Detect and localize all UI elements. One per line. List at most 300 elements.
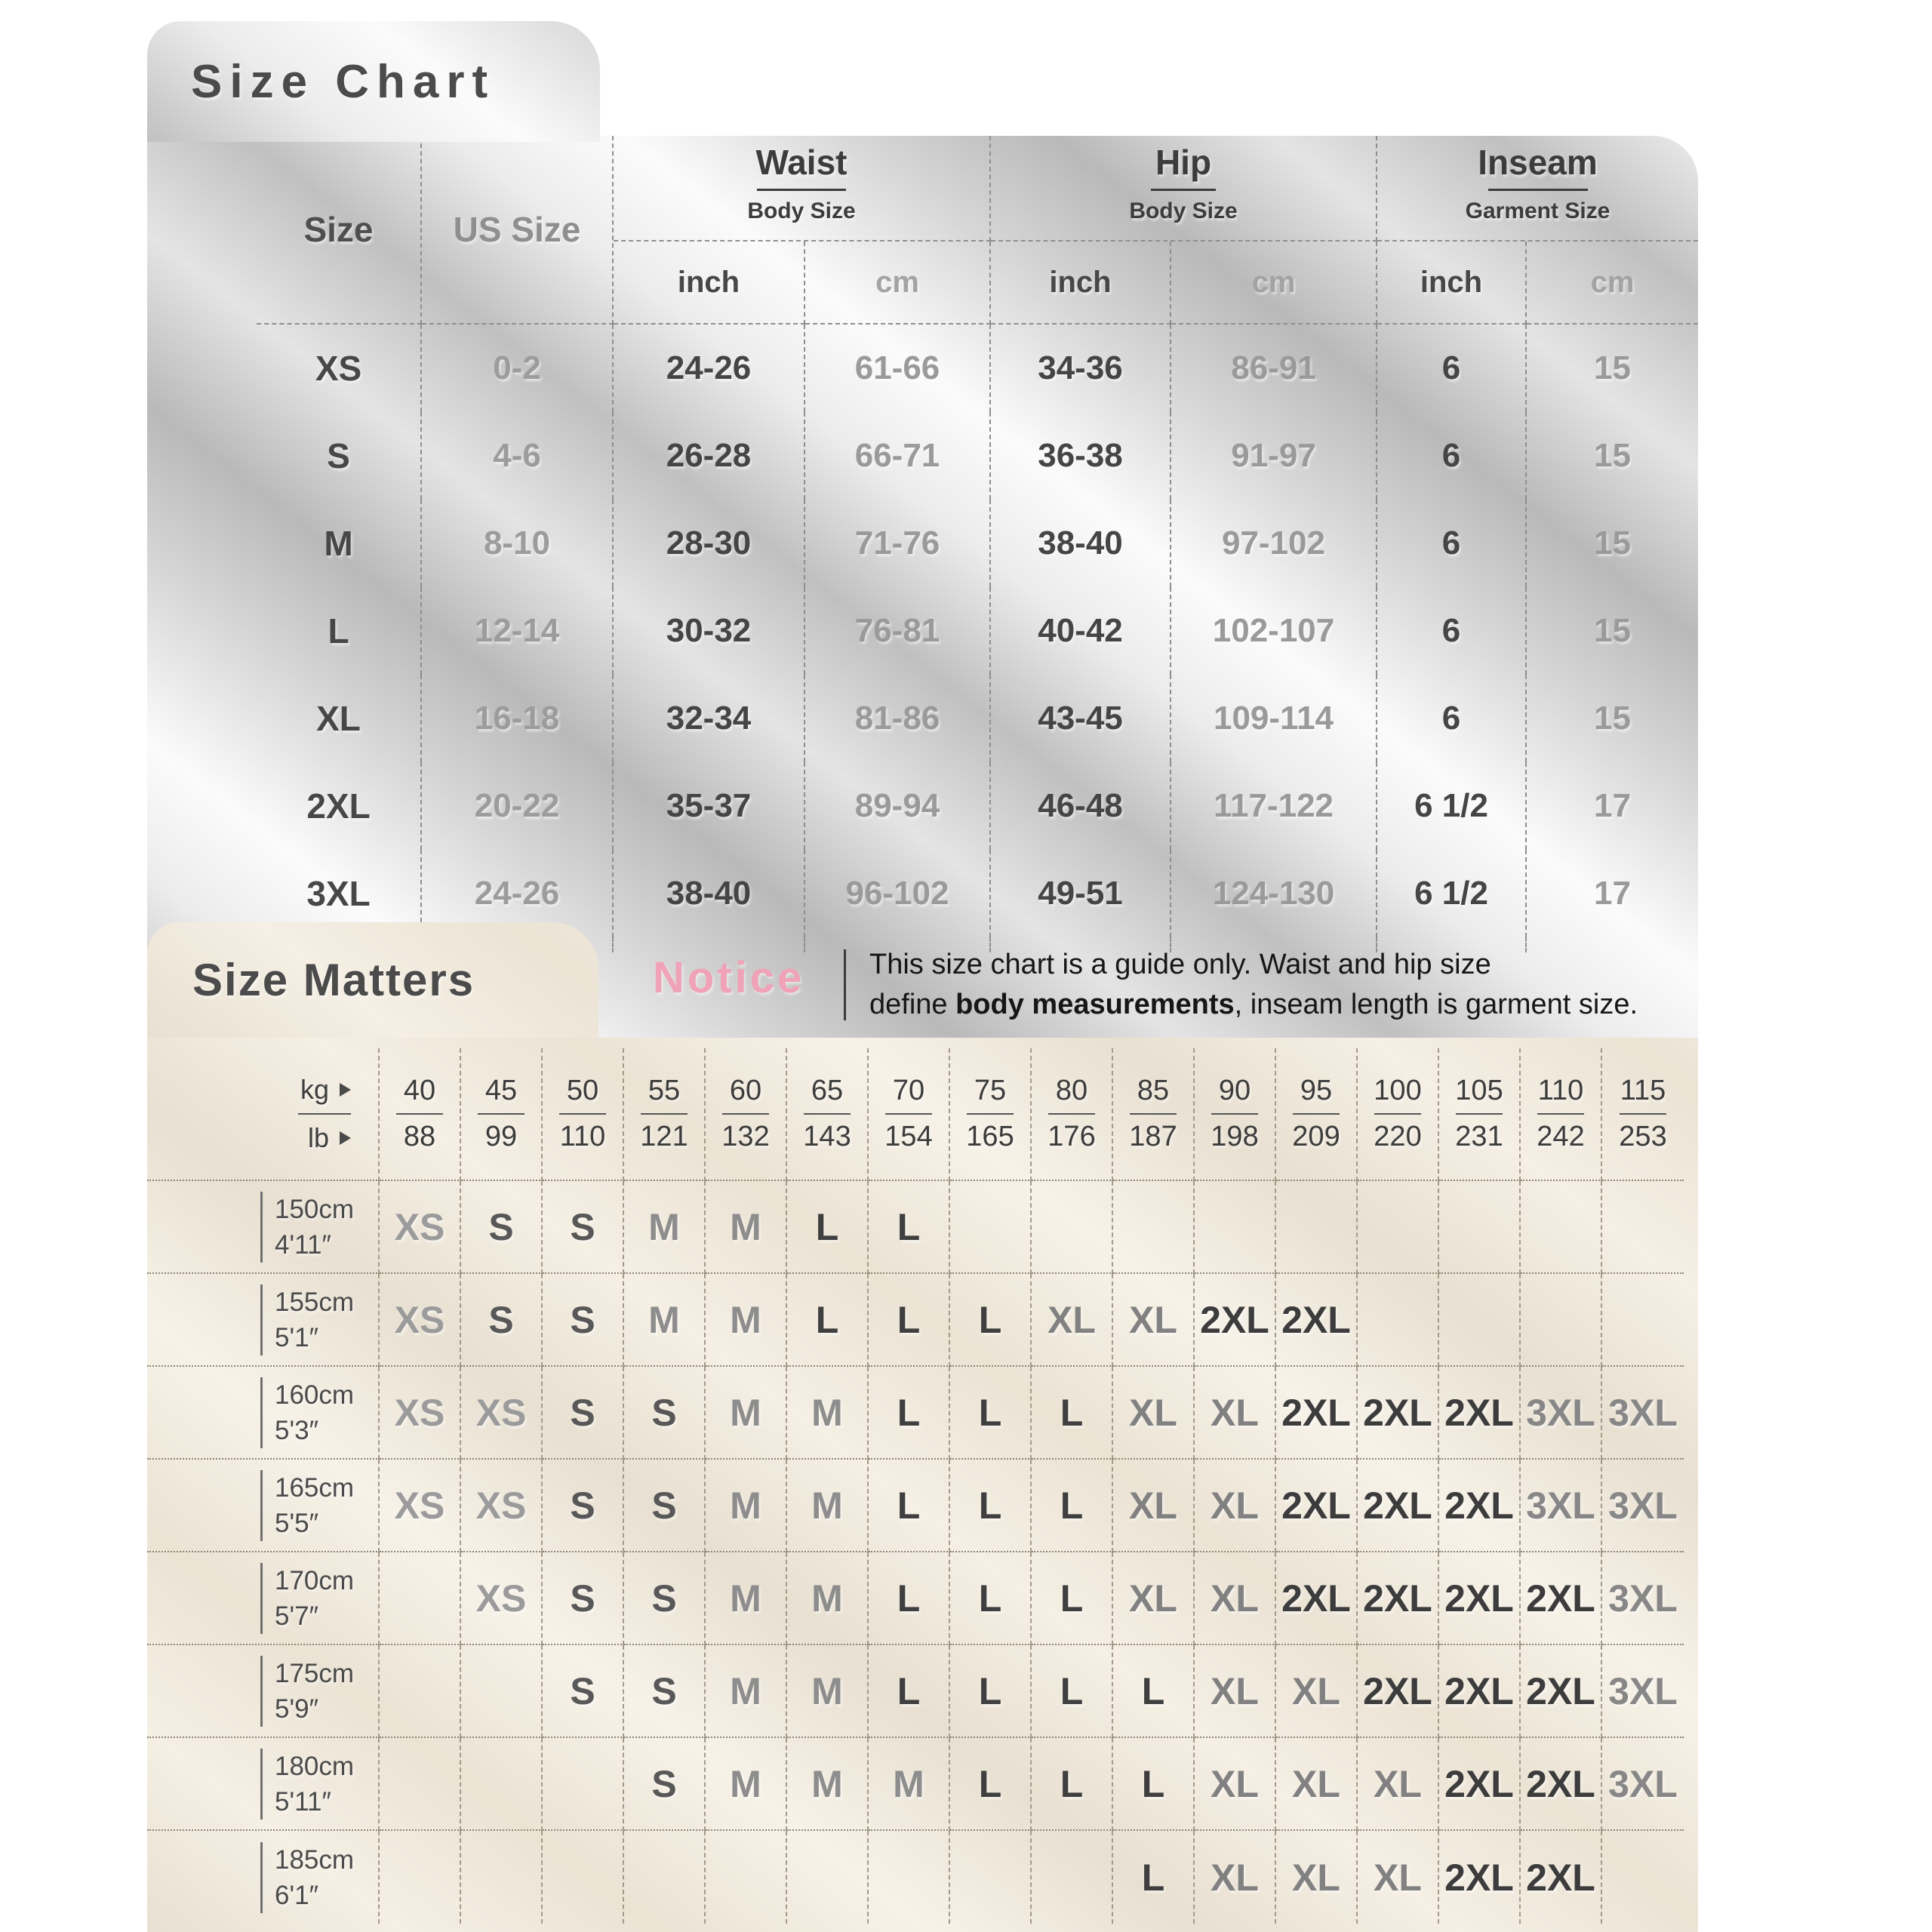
height-cm-value: 150cm — [275, 1194, 355, 1224]
weight-column-header — [706, 1048, 787, 1181]
recommended-size-cell: L — [1113, 1738, 1195, 1831]
height-ft-value: 4'11″ — [275, 1229, 331, 1260]
size-table-cell-inseam-inch: 6 1/2 — [1377, 762, 1527, 850]
recommended-size-cell: M — [787, 1645, 869, 1738]
size-table-cell-hip-inch: 40-42 — [991, 587, 1171, 675]
recommended-size-cell: 2XL — [1276, 1552, 1358, 1645]
weight-divider-line — [1456, 1113, 1503, 1115]
weight-lb-value: 165 — [966, 1121, 1014, 1152]
recommended-size-cell: M — [787, 1552, 869, 1645]
weight-divider-line — [1537, 1113, 1584, 1115]
notice-line2-prefix: define — [869, 989, 956, 1020]
size-table-cell-inseam-cm: 15 — [1594, 525, 1631, 561]
size-table-cell-waist-inch: 38-40 — [614, 850, 805, 937]
recommended-size-cell — [950, 1831, 1032, 1924]
weight-kg-value: 90 — [1218, 1075, 1251, 1106]
recommended-size-cell: XS — [380, 1367, 461, 1460]
recommended-size-cell: 3XL — [1602, 1738, 1684, 1831]
kg-lb-divider — [298, 1113, 351, 1115]
hip-unit-inch: inch — [991, 242, 1171, 325]
size-table-cell-inseam-cm: 15 — [1594, 700, 1631, 737]
size-table-cell-waist-inch: 24-26 — [614, 325, 805, 412]
waist-underline — [757, 189, 846, 191]
recommended-size-cell: 2XL — [1276, 1367, 1358, 1460]
size-chart-panel — [147, 136, 1698, 1038]
recommended-size-cell: XL — [1113, 1460, 1195, 1552]
weight-lb-value: 143 — [803, 1121, 851, 1152]
recommended-size-cell: S — [624, 1645, 706, 1738]
recommended-size-cell: L — [1113, 1645, 1195, 1738]
recommended-size-cell: XL — [1276, 1831, 1358, 1924]
size-table-cell-size: M — [257, 500, 422, 587]
size-matters-panel — [147, 1038, 1698, 1932]
weight-divider-line — [396, 1113, 443, 1115]
height-ft-value: 5'1″ — [275, 1322, 319, 1352]
weight-column-header — [787, 1048, 869, 1181]
size-table-filler-cell — [614, 937, 805, 952]
weight-height-matrix — [147, 1048, 1684, 1924]
recommended-size-cell — [461, 1831, 543, 1924]
column-header-us-size: US Size — [422, 136, 614, 325]
height-label-text — [260, 1284, 354, 1355]
weight-divider-line — [478, 1113, 525, 1115]
weight-kg-value: 60 — [729, 1075, 762, 1106]
size-table-cell-us-size: 24-26 — [422, 850, 614, 937]
size-table-cell-hip-inch: 34-36 — [991, 325, 1171, 412]
recommended-size-cell: XL — [1032, 1274, 1113, 1367]
recommended-size-cell: XL — [1195, 1738, 1276, 1831]
recommended-size-cell — [543, 1738, 624, 1831]
recommended-size-cell — [1276, 1181, 1358, 1274]
recommended-size-cell: XL — [1276, 1645, 1358, 1738]
recommended-size-cell: S — [543, 1274, 624, 1367]
size-table-cell-inseam-inch: 6 — [1377, 325, 1527, 412]
size-table-cell-hip-cm: 124-130 — [1171, 850, 1377, 937]
recommended-size-cell — [1358, 1181, 1439, 1274]
recommended-size-cell: 2XL — [1439, 1552, 1521, 1645]
weight-divider-line — [641, 1113, 688, 1115]
weight-column-header — [1113, 1048, 1195, 1181]
size-table-cell-us-size: 16-18 — [422, 675, 614, 762]
recommended-size-cell: 2XL — [1358, 1460, 1439, 1552]
weight-kg-value: 70 — [892, 1075, 925, 1106]
weight-lb-value: 187 — [1129, 1121, 1177, 1152]
recommended-size-cell: M — [624, 1274, 706, 1367]
recommended-size-cell: L — [869, 1181, 950, 1274]
height-cm-value: 165cm — [275, 1472, 355, 1503]
height-label-text — [260, 1377, 354, 1448]
weight-divider-line — [559, 1113, 606, 1115]
recommended-size-cell: L — [950, 1274, 1032, 1367]
size-table-cell-us-size: 12-14 — [422, 587, 614, 675]
weight-kg-value: 110 — [1537, 1075, 1584, 1106]
height-cm-value: 155cm — [275, 1287, 355, 1317]
recommended-size-cell: S — [624, 1460, 706, 1552]
recommended-size-cell: S — [624, 1367, 706, 1460]
size-table-cell-size: S — [257, 412, 422, 500]
height-ft-value: 5'5″ — [275, 1508, 319, 1538]
size-table-cell-waist-inch: 26-28 — [614, 412, 805, 500]
recommended-size-cell — [543, 1831, 624, 1924]
height-label-text — [260, 1192, 354, 1263]
column-group-waist — [614, 136, 991, 242]
kg-label: kg — [300, 1074, 329, 1105]
waist-group-subtitle: Body Size — [747, 198, 856, 223]
lb-arrow-icon — [340, 1131, 351, 1145]
weight-lb-value: 253 — [1619, 1121, 1667, 1152]
hip-group-title: Hip — [1155, 143, 1212, 182]
weight-column-header — [624, 1048, 706, 1181]
weight-divider-line — [1048, 1113, 1095, 1115]
recommended-size-cell: S — [624, 1738, 706, 1831]
height-cm-value: 180cm — [275, 1751, 355, 1781]
size-table-cell-hip-cm: 117-122 — [1171, 762, 1377, 850]
recommended-size-cell: XL — [1358, 1738, 1439, 1831]
recommended-size-cell — [461, 1738, 543, 1831]
recommended-size-cell: L — [869, 1367, 950, 1460]
weight-column-header — [380, 1048, 461, 1181]
weight-kg-value: 115 — [1620, 1075, 1666, 1106]
recommended-size-cell: S — [461, 1181, 543, 1274]
recommended-size-cell: M — [787, 1367, 869, 1460]
size-table-cell-inseam-cm: 17 — [1594, 875, 1631, 912]
weight-column-header — [1276, 1048, 1358, 1181]
size-table-cell-hip-inch: 49-51 — [991, 850, 1171, 937]
size-chart-table — [257, 136, 1698, 952]
recommended-size-cell: L — [950, 1460, 1032, 1552]
recommended-size-cell: XS — [461, 1552, 543, 1645]
weight-divider-line — [722, 1113, 769, 1115]
size-table-cell-hip-cm: 109-114 — [1171, 675, 1377, 762]
recommended-size-cell: M — [869, 1738, 950, 1831]
recommended-size-cell: XL — [1276, 1738, 1358, 1831]
recommended-size-cell: XL — [1195, 1460, 1276, 1552]
recommended-size-cell: S — [624, 1552, 706, 1645]
recommended-size-cell — [624, 1831, 706, 1924]
recommended-size-cell: L — [787, 1181, 869, 1274]
weight-kg-value: 65 — [811, 1075, 844, 1106]
recommended-size-cell — [1439, 1274, 1521, 1367]
weight-lb-value: 99 — [485, 1121, 518, 1152]
weight-kg-value: 75 — [974, 1075, 1007, 1106]
recommended-size-cell: 3XL — [1521, 1367, 1602, 1460]
recommended-size-cell: 2XL — [1195, 1274, 1276, 1367]
size-table-cell-hip-inch: 43-45 — [991, 675, 1171, 762]
height-cm-value: 160cm — [275, 1380, 355, 1410]
recommended-size-cell: L — [950, 1645, 1032, 1738]
size-table-cell-inseam-cm: 15 — [1594, 349, 1631, 386]
size-table-cell-size: L — [257, 587, 422, 675]
size-table-cell-inseam-cm: 15 — [1594, 437, 1631, 474]
height-row-label — [147, 1181, 380, 1274]
size-table-cell-waist-cm: 71-76 — [805, 500, 991, 587]
recommended-size-cell: S — [543, 1367, 624, 1460]
size-table-cell-waist-cm: 96-102 — [805, 850, 991, 937]
notice-divider — [844, 949, 846, 1020]
recommended-size-cell: L — [950, 1552, 1032, 1645]
height-row-label — [147, 1552, 380, 1645]
recommended-size-cell: S — [543, 1460, 624, 1552]
weight-kg-value: 45 — [485, 1075, 518, 1106]
recommended-size-cell: L — [1113, 1831, 1195, 1924]
height-row-label — [147, 1274, 380, 1367]
recommended-size-cell — [706, 1831, 787, 1924]
weight-column-header — [1032, 1048, 1113, 1181]
recommended-size-cell: XS — [380, 1460, 461, 1552]
notice-text — [869, 945, 1638, 1025]
recommended-size-cell: 2XL — [1439, 1367, 1521, 1460]
weight-lb-value: 88 — [403, 1121, 436, 1152]
height-cm-value: 175cm — [275, 1658, 355, 1688]
recommended-size-cell: XL — [1358, 1831, 1439, 1924]
size-table-cell-waist-cm: 76-81 — [805, 587, 991, 675]
size-table-cell-size: 3XL — [257, 850, 422, 937]
size-table-cell-us-size: 8-10 — [422, 500, 614, 587]
weight-divider-line — [1211, 1113, 1258, 1115]
recommended-size-cell: 2XL — [1521, 1552, 1602, 1645]
recommended-size-cell — [380, 1831, 461, 1924]
height-ft-value: 5'9″ — [275, 1694, 319, 1724]
recommended-size-cell: L — [1032, 1645, 1113, 1738]
size-table-cell-hip-cm: 91-97 — [1171, 412, 1377, 500]
recommended-size-cell: XL — [1195, 1552, 1276, 1645]
height-label-text — [260, 1563, 354, 1634]
recommended-size-cell — [1032, 1831, 1113, 1924]
height-cm-value: 185cm — [275, 1844, 355, 1875]
weight-column-header — [1521, 1048, 1602, 1181]
recommended-size-cell — [1602, 1274, 1684, 1367]
recommended-size-cell: XS — [380, 1181, 461, 1274]
kg-arrow-icon — [340, 1083, 351, 1097]
size-chart-tab — [147, 21, 600, 142]
size-table-cell-inseam-inch: 6 — [1377, 675, 1527, 762]
recommended-size-cell: L — [1032, 1738, 1113, 1831]
recommended-size-cell — [1521, 1274, 1602, 1367]
weight-column-header — [543, 1048, 624, 1181]
weight-lb-value: 220 — [1374, 1121, 1422, 1152]
size-table-cell-hip-cm: 97-102 — [1171, 500, 1377, 587]
recommended-size-cell: 2XL — [1276, 1274, 1358, 1367]
size-table-cell-hip-inch: 38-40 — [991, 500, 1171, 587]
recommended-size-cell: 3XL — [1602, 1645, 1684, 1738]
size-chart-tab-title: Size Chart — [191, 55, 496, 108]
recommended-size-cell: 2XL — [1439, 1831, 1521, 1924]
height-ft-value: 6'1″ — [275, 1880, 319, 1910]
recommended-size-cell: 2XL — [1358, 1552, 1439, 1645]
recommended-size-cell: XL — [1113, 1274, 1195, 1367]
notice-line1: This size chart is a guide only. Waist and hip size — [869, 949, 1491, 980]
recommended-size-cell: M — [706, 1645, 787, 1738]
recommended-size-cell: 2XL — [1521, 1645, 1602, 1738]
recommended-size-cell: XS — [461, 1460, 543, 1552]
size-table-cell-inseam-inch: 6 1/2 — [1377, 850, 1527, 937]
recommended-size-cell: M — [706, 1460, 787, 1552]
weight-divider-line — [967, 1113, 1014, 1115]
recommended-size-cell: XL — [1113, 1552, 1195, 1645]
size-table-cell-waist-cm: 66-71 — [805, 412, 991, 500]
recommended-size-cell: L — [869, 1274, 950, 1367]
weight-column-header — [1439, 1048, 1521, 1181]
recommended-size-cell: 3XL — [1602, 1460, 1684, 1552]
recommended-size-cell: L — [1032, 1460, 1113, 1552]
weight-kg-value: 55 — [648, 1075, 681, 1106]
weight-column-header — [869, 1048, 950, 1181]
recommended-size-cell: XL — [1195, 1831, 1276, 1924]
recommended-size-cell: M — [706, 1738, 787, 1831]
recommended-size-cell — [1032, 1181, 1113, 1274]
recommended-size-cell — [950, 1181, 1032, 1274]
recommended-size-cell: M — [787, 1460, 869, 1552]
recommended-size-cell — [380, 1552, 461, 1645]
recommended-size-cell — [1358, 1274, 1439, 1367]
recommended-size-cell — [869, 1831, 950, 1924]
height-label-text — [260, 1470, 354, 1541]
height-ft-value: 5'3″ — [275, 1415, 319, 1445]
weight-column-header — [1358, 1048, 1439, 1181]
recommended-size-cell: S — [461, 1274, 543, 1367]
height-row-label — [147, 1738, 380, 1831]
weight-kg-value: 50 — [566, 1075, 599, 1106]
recommended-size-cell: S — [543, 1552, 624, 1645]
notice-line2-bold: body measurements — [955, 989, 1235, 1020]
recommended-size-cell: S — [543, 1181, 624, 1274]
size-table-cell-size: 2XL — [257, 762, 422, 850]
column-group-hip — [991, 136, 1377, 242]
size-table-cell-us-size: 0-2 — [422, 325, 614, 412]
hip-underline — [1151, 189, 1216, 191]
height-row-label — [147, 1367, 380, 1460]
weight-column-header — [1602, 1048, 1684, 1181]
recommended-size-cell: L — [950, 1367, 1032, 1460]
inseam-unit-inch: inch — [1377, 242, 1527, 325]
height-cm-value: 170cm — [275, 1565, 355, 1595]
recommended-size-cell: L — [787, 1274, 869, 1367]
recommended-size-cell: 2XL — [1521, 1738, 1602, 1831]
recommended-size-cell: XL — [1195, 1645, 1276, 1738]
size-matters-tab — [147, 922, 598, 1038]
recommended-size-cell: 2XL — [1439, 1738, 1521, 1831]
height-label-text — [260, 1842, 354, 1913]
weight-lb-value: 176 — [1048, 1121, 1096, 1152]
inseam-group-title: Inseam — [1478, 143, 1598, 182]
weight-lb-value: 198 — [1211, 1121, 1259, 1152]
size-table-cell-waist-inch: 35-37 — [614, 762, 805, 850]
weight-kg-value: 85 — [1137, 1075, 1170, 1106]
recommended-size-cell: L — [869, 1460, 950, 1552]
recommended-size-cell: XS — [461, 1367, 543, 1460]
size-table-cell-waist-inch: 28-30 — [614, 500, 805, 587]
recommended-size-cell — [1602, 1181, 1684, 1274]
recommended-size-cell: 2XL — [1521, 1831, 1602, 1924]
height-row-label — [147, 1460, 380, 1552]
weight-column-header — [950, 1048, 1032, 1181]
size-table-cell-hip-cm: 86-91 — [1171, 325, 1377, 412]
size-table-cell-waist-cm: 89-94 — [805, 762, 991, 850]
weight-divider-line — [1293, 1113, 1340, 1115]
size-matters-tab-title: Size Matters — [192, 955, 475, 1005]
recommended-size-cell: XL — [1113, 1367, 1195, 1460]
recommended-size-cell: 2XL — [1439, 1460, 1521, 1552]
size-table-cell-size: XS — [257, 325, 422, 412]
hip-group-subtitle: Body Size — [1129, 198, 1238, 223]
weight-divider-line — [1374, 1113, 1421, 1115]
size-table-cell-inseam-inch: 6 — [1377, 500, 1527, 587]
weight-column-header — [1195, 1048, 1276, 1181]
weight-unit-label-cell — [147, 1048, 380, 1181]
inseam-underline — [1488, 189, 1588, 191]
weight-lb-value: 121 — [640, 1121, 688, 1152]
weight-kg-value: 80 — [1055, 1075, 1088, 1106]
recommended-size-cell — [1439, 1181, 1521, 1274]
recommended-size-cell: 2XL — [1358, 1645, 1439, 1738]
weight-kg-value: 100 — [1374, 1075, 1422, 1106]
recommended-size-cell: 3XL — [1521, 1460, 1602, 1552]
column-header-size: Size — [257, 136, 422, 325]
recommended-size-cell: XS — [380, 1274, 461, 1367]
waist-group-title: Waist — [755, 143, 848, 182]
size-table-cell-inseam-cm: 15 — [1594, 612, 1631, 649]
size-table-cell-size: XL — [257, 675, 422, 762]
recommended-size-cell: L — [869, 1645, 950, 1738]
weight-divider-line — [804, 1113, 851, 1115]
height-ft-value: 5'11″ — [275, 1786, 331, 1817]
weight-column-header — [461, 1048, 543, 1181]
height-row-label — [147, 1645, 380, 1738]
recommended-size-cell: L — [1032, 1552, 1113, 1645]
recommended-size-cell: L — [950, 1738, 1032, 1831]
notice-line2-suffix: , inseam length is garment size. — [1234, 989, 1638, 1020]
size-table-cell-inseam-inch: 6 — [1377, 412, 1527, 500]
size-table-cell-inseam-cm: 17 — [1594, 787, 1631, 824]
weight-kg-value: 95 — [1300, 1075, 1333, 1106]
size-table-cell-waist-inch: 32-34 — [614, 675, 805, 762]
recommended-size-cell: M — [706, 1552, 787, 1645]
recommended-size-cell: M — [706, 1367, 787, 1460]
recommended-size-cell: XL — [1195, 1367, 1276, 1460]
recommended-size-cell — [1195, 1181, 1276, 1274]
height-ft-value: 5'7″ — [275, 1601, 319, 1631]
weight-lb-value: 242 — [1537, 1121, 1585, 1152]
recommended-size-cell: 2XL — [1439, 1645, 1521, 1738]
lb-label: lb — [307, 1122, 329, 1153]
height-label-text — [260, 1656, 354, 1727]
weight-lb-value: 209 — [1292, 1121, 1340, 1152]
recommended-size-cell — [1602, 1831, 1684, 1924]
size-table-cell-inseam-inch: 6 — [1377, 587, 1527, 675]
column-group-inseam — [1377, 136, 1698, 242]
size-table-cell-waist-cm: 81-86 — [805, 675, 991, 762]
recommended-size-cell — [1113, 1181, 1195, 1274]
weight-divider-line — [885, 1113, 932, 1115]
recommended-size-cell: 3XL — [1602, 1367, 1684, 1460]
weight-lb-value: 110 — [559, 1121, 606, 1152]
waist-unit-cm: cm — [805, 242, 991, 325]
weight-lb-value: 132 — [721, 1121, 770, 1152]
weight-kg-value: 105 — [1455, 1075, 1503, 1106]
size-table-cell-waist-cm: 61-66 — [805, 325, 991, 412]
weight-lb-value: 231 — [1455, 1121, 1503, 1152]
notice-label: Notice — [653, 953, 805, 1002]
recommended-size-cell: S — [543, 1645, 624, 1738]
recommended-size-cell — [787, 1831, 869, 1924]
recommended-size-cell: L — [1032, 1367, 1113, 1460]
size-table-cell-hip-inch: 46-48 — [991, 762, 1171, 850]
recommended-size-cell: M — [787, 1738, 869, 1831]
weight-divider-line — [1620, 1113, 1666, 1115]
recommended-size-cell: M — [706, 1274, 787, 1367]
recommended-size-cell: 2XL — [1358, 1367, 1439, 1460]
recommended-size-cell: 2XL — [1276, 1460, 1358, 1552]
